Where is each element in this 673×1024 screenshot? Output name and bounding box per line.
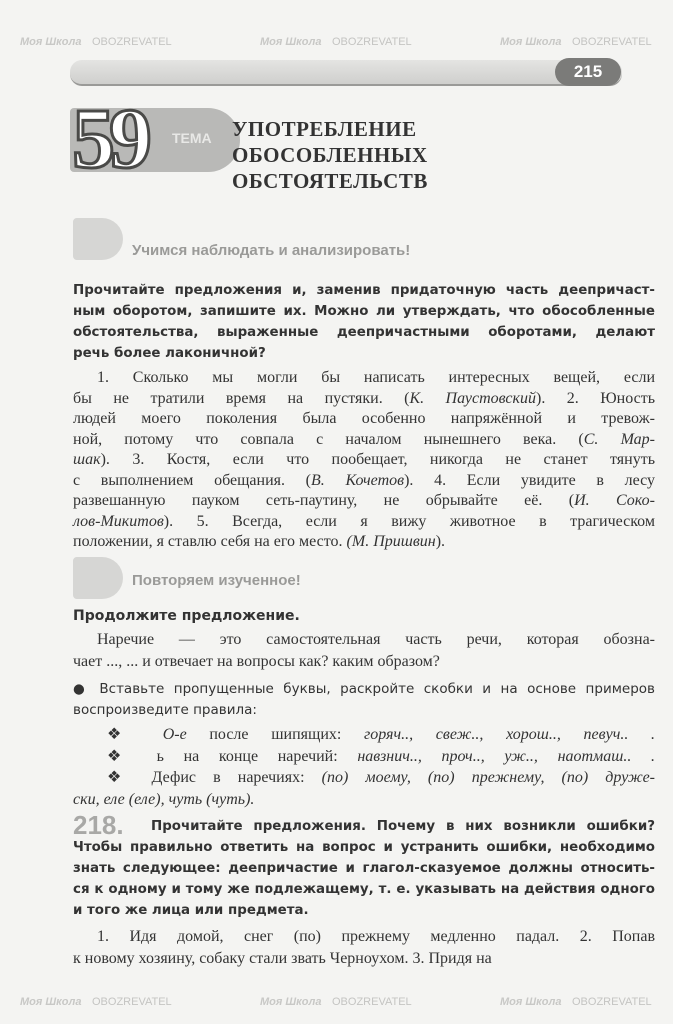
watermark-school: Моя Школа (260, 996, 322, 1008)
text-line (73, 301, 655, 322)
text-segment: ной, потому что совпала с началом нынешнего века. ( (73, 430, 584, 448)
text-segment: речь более лаконичной? (73, 346, 266, 361)
rules-list (73, 724, 655, 810)
text-segment: развешанную пауком сеть-паутину, не обрывайте её. ( (73, 492, 575, 509)
text-segment: ным оборотом, запишите их. Можно ли утверждать, что обособленные (73, 304, 655, 319)
text-segment: ). 4. Если увидите в лесу (404, 471, 655, 489)
watermark-school: Моя Школа (500, 36, 562, 48)
text-segment: Прочитайте предложения и, заменив придаточную часть деепричаст- (73, 283, 655, 298)
text-segment: с выполнением обещания. ( (73, 471, 312, 489)
text-segment: бы не тратили время на пустяки. ( (73, 389, 410, 407)
watermark-brand: OBOZREVATEL (92, 36, 172, 48)
watermark-brand: OBOZREVATEL (92, 996, 172, 1008)
watermark-school: Моя Школа (260, 36, 322, 48)
italic-text-segment: В. Кочетов (311, 471, 405, 489)
text-line (73, 879, 655, 900)
task-text (73, 280, 655, 364)
text-line (73, 629, 655, 651)
text-line (73, 746, 655, 768)
watermark-school: Моя Школа (20, 996, 82, 1008)
title-line: УПОТРЕБЛЕНИЕ (232, 117, 417, 141)
text-segment: ). 2. Юность (535, 389, 656, 407)
text-line (73, 651, 655, 673)
italic-text-segment: горяч.., свеж.., хорош.., певуч.. . (364, 726, 656, 743)
text-segment: ). 5. Всегда, если я вижу животное в трагическом (163, 512, 655, 530)
text-line (73, 389, 655, 410)
text-line (73, 679, 655, 700)
example-sentences (73, 368, 655, 553)
text-line (73, 724, 655, 746)
text-segment: людей моего поколения была особенно напряжённой и тревож- (73, 410, 655, 427)
text-segment: ❖ Дефис в наречиях: (107, 769, 322, 786)
watermark-school: Моя Школа (500, 996, 562, 1008)
exercise-number: 218. (73, 810, 124, 840)
text-line (73, 700, 655, 721)
italic-text-segment: К. Паустовский (409, 389, 536, 407)
text-line (73, 948, 655, 970)
text-line (73, 322, 655, 343)
exercise-218-sentences (73, 926, 655, 970)
text-segment: Наречие — это самостоятельная часть речи, которая обозна- (97, 631, 655, 648)
watermark-brand: OBOZREVATEL (332, 36, 412, 48)
text-line (73, 491, 655, 512)
text-line (73, 512, 655, 533)
text-line (73, 450, 655, 471)
task-label: Продолжите предложение. (73, 608, 300, 624)
page-header-bar (70, 60, 622, 86)
topic-title (232, 116, 428, 194)
definition-text (73, 629, 655, 673)
section-heading-observe: Учимся наблюдать и анализировать! (132, 242, 411, 259)
text-segment: и того же лица или предмета. (73, 903, 309, 918)
italic-text-segment: (М. Пришвин (346, 533, 436, 550)
text-line (73, 858, 655, 879)
title-line: ОБОСОБЛЕННЫХ (232, 143, 428, 167)
text-segment: ся к одному и тому же подлежащему, т. е. указывать на действия одного (73, 882, 655, 897)
text-segment: ❖ ь на конце наречий: (107, 747, 358, 765)
task-note (73, 679, 655, 721)
italic-text-segment: С. Мар- (583, 430, 655, 448)
text-line (73, 816, 655, 837)
sun-section-icon (73, 218, 123, 260)
topic-label: ТЕМА (172, 130, 212, 146)
text-line (73, 280, 655, 301)
text-segment: ). 3. Костя, если что пообещает, никогда не станет тянуть (100, 451, 655, 468)
text-segment: Чтобы правильно ответить на вопрос и устранить ошибки, необходимо (73, 840, 655, 855)
italic-text-segment: О-е (162, 726, 187, 743)
italic-text-segment: лов-Микитов (73, 512, 164, 530)
text-segment: к новому хозяину, собаку стали звать Черноухом. 3. Придя на (73, 950, 492, 967)
italic-text-segment: навзнич.., проч.., уж.., наотмаш.. . (357, 747, 655, 765)
text-line (73, 430, 655, 451)
text-segment: знать следующее: деепричастие и глагол-сказуемое должны относить- (73, 861, 655, 876)
text-line (73, 532, 655, 553)
italic-text-segment: (по) моему, (по) прежнему, (по) друже- (321, 769, 655, 786)
text-line (73, 767, 655, 789)
italic-text-segment: И. Соко- (574, 492, 655, 509)
text-segment: ● Вставьте пропущенные буквы, раскройте скобки и на основе примеров (73, 681, 655, 697)
exercise-218-lines (73, 816, 655, 921)
text-segment: после шипящих: (186, 726, 364, 743)
text-line (73, 471, 655, 492)
text-line (73, 409, 655, 430)
text-segment: ). (435, 533, 446, 550)
text-line (73, 343, 655, 364)
watermark-brand: OBOZREVATEL (572, 996, 652, 1008)
exercise-218-task (73, 810, 655, 921)
text-line (73, 926, 655, 948)
text-line (73, 789, 655, 811)
watermark-brand: OBOZREVATEL (332, 996, 412, 1008)
text-line (73, 368, 655, 389)
text-segment: Прочитайте предложения. Почему в них возникли ошибки? (151, 819, 655, 834)
topic-badge (70, 90, 240, 186)
page-number: 215 (555, 58, 621, 86)
watermark-brand: OBOZREVATEL (572, 36, 652, 48)
italic-text-segment: шак (73, 451, 101, 468)
section-heading-review: Повторяем изученное! (132, 572, 301, 589)
title-line: ОБСТОЯТЕЛЬСТВ (232, 169, 428, 193)
text-segment: положении, я ставлю себя на его место. (73, 533, 347, 550)
italic-text-segment: ски, еле (еле), чуть (чуть). (73, 790, 255, 808)
text-segment: 1. Идя домой, снег (по) прежнему медленно падал. 2. Попав (97, 928, 655, 945)
text-segment: 1. Сколько мы могли бы написать интересных вещей, если (97, 369, 655, 386)
watermark-school: Моя Школа (20, 36, 82, 48)
review-section-icon (73, 557, 123, 599)
text-segment: ❖ (107, 726, 163, 743)
text-line (73, 900, 655, 921)
text-segment: воспроизведите правила: (73, 702, 257, 718)
text-segment: чает ..., ... и отвечает на вопросы как? каким образом? (73, 653, 440, 670)
topic-number: 59 (72, 90, 146, 186)
text-line (73, 837, 655, 858)
text-segment: обстоятельства, выраженные деепричастными оборотами, делают (73, 325, 655, 340)
